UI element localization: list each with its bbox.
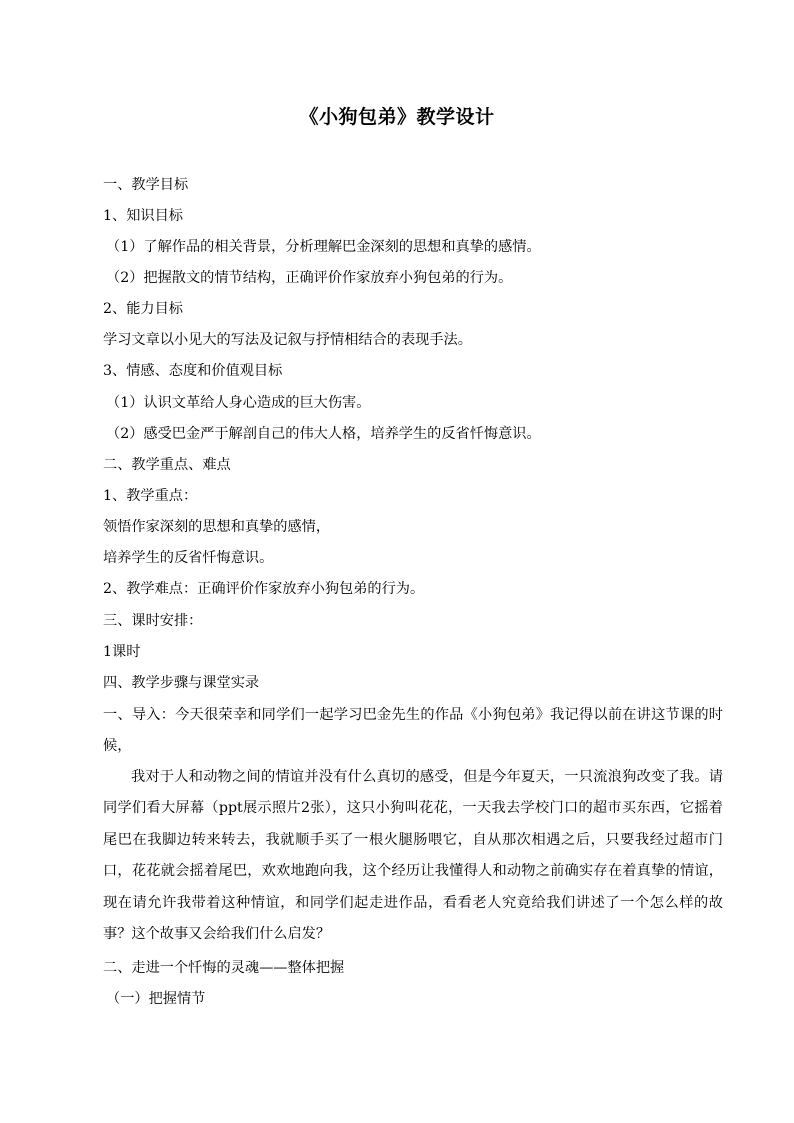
emotion-goal-2: （2）感受巴金严于解剖自己的伟大人格，培养学生的反省忏悔意识。 [106, 426, 541, 442]
heading-teaching-goals: 一、教学目标 [103, 177, 189, 193]
intro-paragraph: 一、导入：今天很荣幸和同学们一起学习巴金先生的作品《小狗包弟》我记得以前在讲这节课的时候， [103, 707, 723, 755]
sub-heading: （一）把握情节 [106, 991, 206, 1007]
section-heading: 二、走进一个忏悔的灵魂——整体把握 [103, 960, 345, 976]
heading-key-point: 1、教学重点： [103, 488, 198, 504]
story-paragraph: 我对于人和动物之间的情谊并没有什么真切的感受，但是今年夏天，一只流浪狗改变了我。请同学们看大屏幕（ppt展示照片2张），这只小狗叫花花，一天我去学校门口的超市买东西，它摇着尾巴在我脚边转来转去，我就顺手买了一根火腿肠喂它，自从那次相遇之后，只要我经过超市门口，花花就会摇着尾巴，欢欢地跑向我，这个经历让我懂得人和动物之前确实存在着真挚的情谊，现在请允许我带着这种情谊，和同学们起走进作品，看看老人究竟给我们讲述了一个怎么样的故事？这个故事又会给我们什么启发？ [103, 769, 723, 943]
heading-emotion-goals: 3、情感、态度和价值观目标 [103, 363, 283, 379]
heading-knowledge-goals: 1、知识目标 [103, 208, 183, 224]
heading-key-points: 二、教学重点、难点 [103, 457, 231, 473]
document-title: 《小狗包弟》教学设计 [299, 106, 495, 128]
knowledge-goal-1: （1）了解作品的相关背景，分析理解巴金深刻的思想和真挚的感情。 [106, 239, 541, 255]
key-point-line-1: 领悟作家深刻的思想和真挚的感情， [103, 519, 331, 535]
heading-ability-goals: 2、能力目标 [103, 301, 183, 317]
key-point-line-2: 培养学生的反省忏悔意识。 [103, 550, 274, 566]
knowledge-goal-2: （2）把握散文的情节结构，正确评价作家放弃小狗包弟的行为。 [106, 270, 513, 286]
emotion-goal-1: （1）认识文革给人身心造成的巨大伤害。 [106, 395, 371, 411]
heading-teaching-steps: 四、教学步骤与课堂实录 [103, 675, 260, 691]
difficult-point: 2、教学难点：正确评价作家放弃小狗包弟的行为。 [103, 581, 425, 597]
ability-goal-text: 学习文章以小见大的写法及记叙与抒情相结合的表现手法。 [103, 332, 472, 348]
heading-schedule: 三、课时安排： [103, 613, 203, 629]
schedule-text: 1课时 [103, 644, 141, 660]
